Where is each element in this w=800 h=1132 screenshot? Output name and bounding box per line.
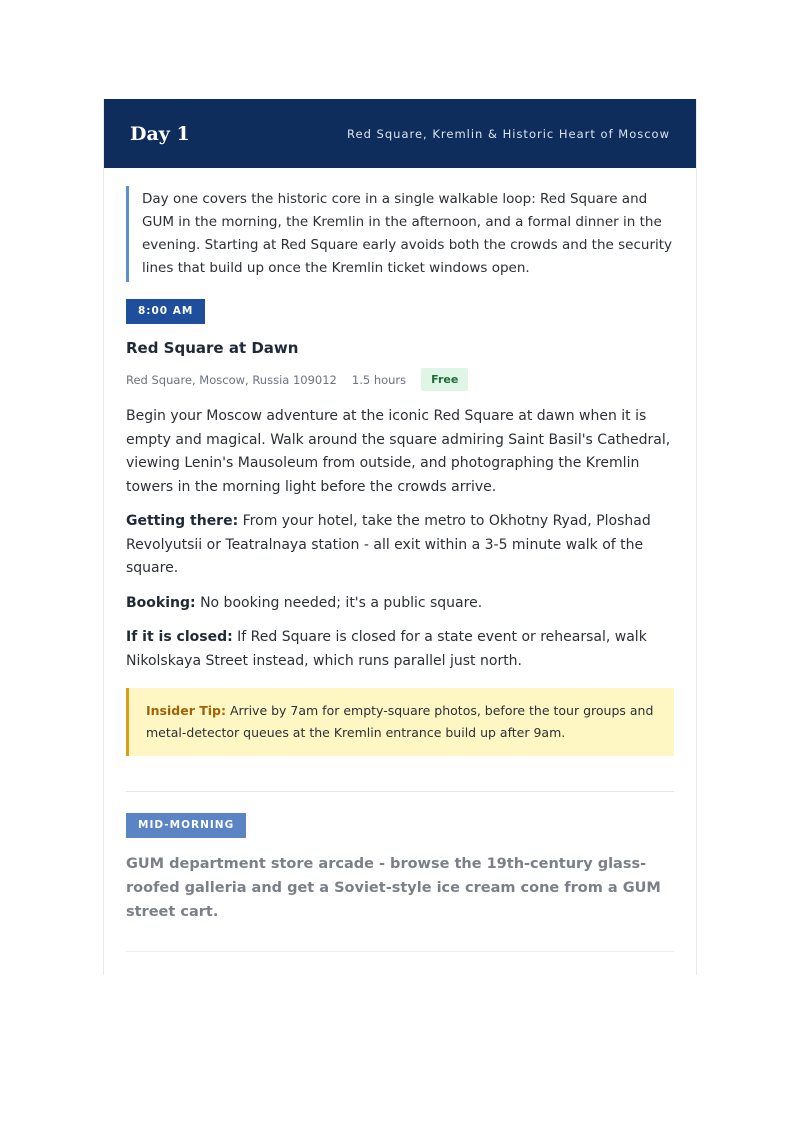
time-badge: 8:00 AM: [126, 299, 205, 324]
closed-info: [126, 626, 674, 673]
activity-title: Red Square at Dawn: [126, 339, 299, 357]
period-text: GUM department store arcade - browse the 19th-century glass-roofed galleria and get a Soviet-style ice cream cone from a GUM street cart.: [126, 856, 661, 920]
day-card: [103, 99, 697, 975]
activity-meta: [126, 368, 674, 391]
day-title: Day 1: [130, 122, 190, 145]
price-badge: Free: [421, 368, 468, 391]
tip-label: Insider Tip:: [146, 703, 226, 718]
divider: [126, 791, 674, 792]
activity-address: Red Square, Moscow, Russia 109012: [126, 372, 337, 387]
day-header: [104, 99, 696, 168]
booking-text: No booking needed; it's a public square.: [200, 594, 483, 611]
insider-tip: [126, 688, 674, 756]
closed-text: If Red Square is closed for a state event or rehearsal, walk Nikolskaya Street instead, which runs parallel just north.: [126, 629, 647, 669]
day-subtitle: Red Square, Kremlin & Historic Heart of Moscow: [347, 126, 670, 141]
getting-there-label: Getting there:: [126, 513, 239, 529]
day-intro: Day one covers the historic core in a single walkable loop: Red Square and GUM in the morning, the Kremlin in the afternoon, and a formal dinner in the evening. Starting at Red Square early avoids both the crowds and the security lines that build up once the Kremlin ticket windows open.: [126, 186, 674, 282]
closed-label: If it is closed:: [126, 629, 233, 645]
booking-label: Booking:: [126, 594, 196, 611]
getting-there-text: From your hotel, take the metro to Okhotny Ryad, Ploshad Revolyutsii or Teatralnaya station - all exit within a 3-5 minute walk of the square.: [126, 513, 651, 576]
period-badge: MID-MORNING: [126, 813, 246, 838]
getting-there: [126, 510, 674, 581]
divider: [126, 951, 674, 952]
day-content: [104, 168, 696, 952]
booking-info: [126, 592, 674, 616]
tip-text: Arrive by 7am for empty-square photos, before the tour groups and metal-detector queues at the Kremlin entrance build up after 9am.: [146, 703, 654, 740]
activity-duration: 1.5 hours: [351, 372, 407, 387]
activity-description: Begin your Moscow adventure at the iconic Red Square at dawn when it is empty and magical. Walk around the square admiring Saint Basil's Cathedral, viewing Lenin's Mausoleum from outside, and photographing the Kremlin towers in the morning light before the crowds arrive.: [126, 408, 671, 495]
